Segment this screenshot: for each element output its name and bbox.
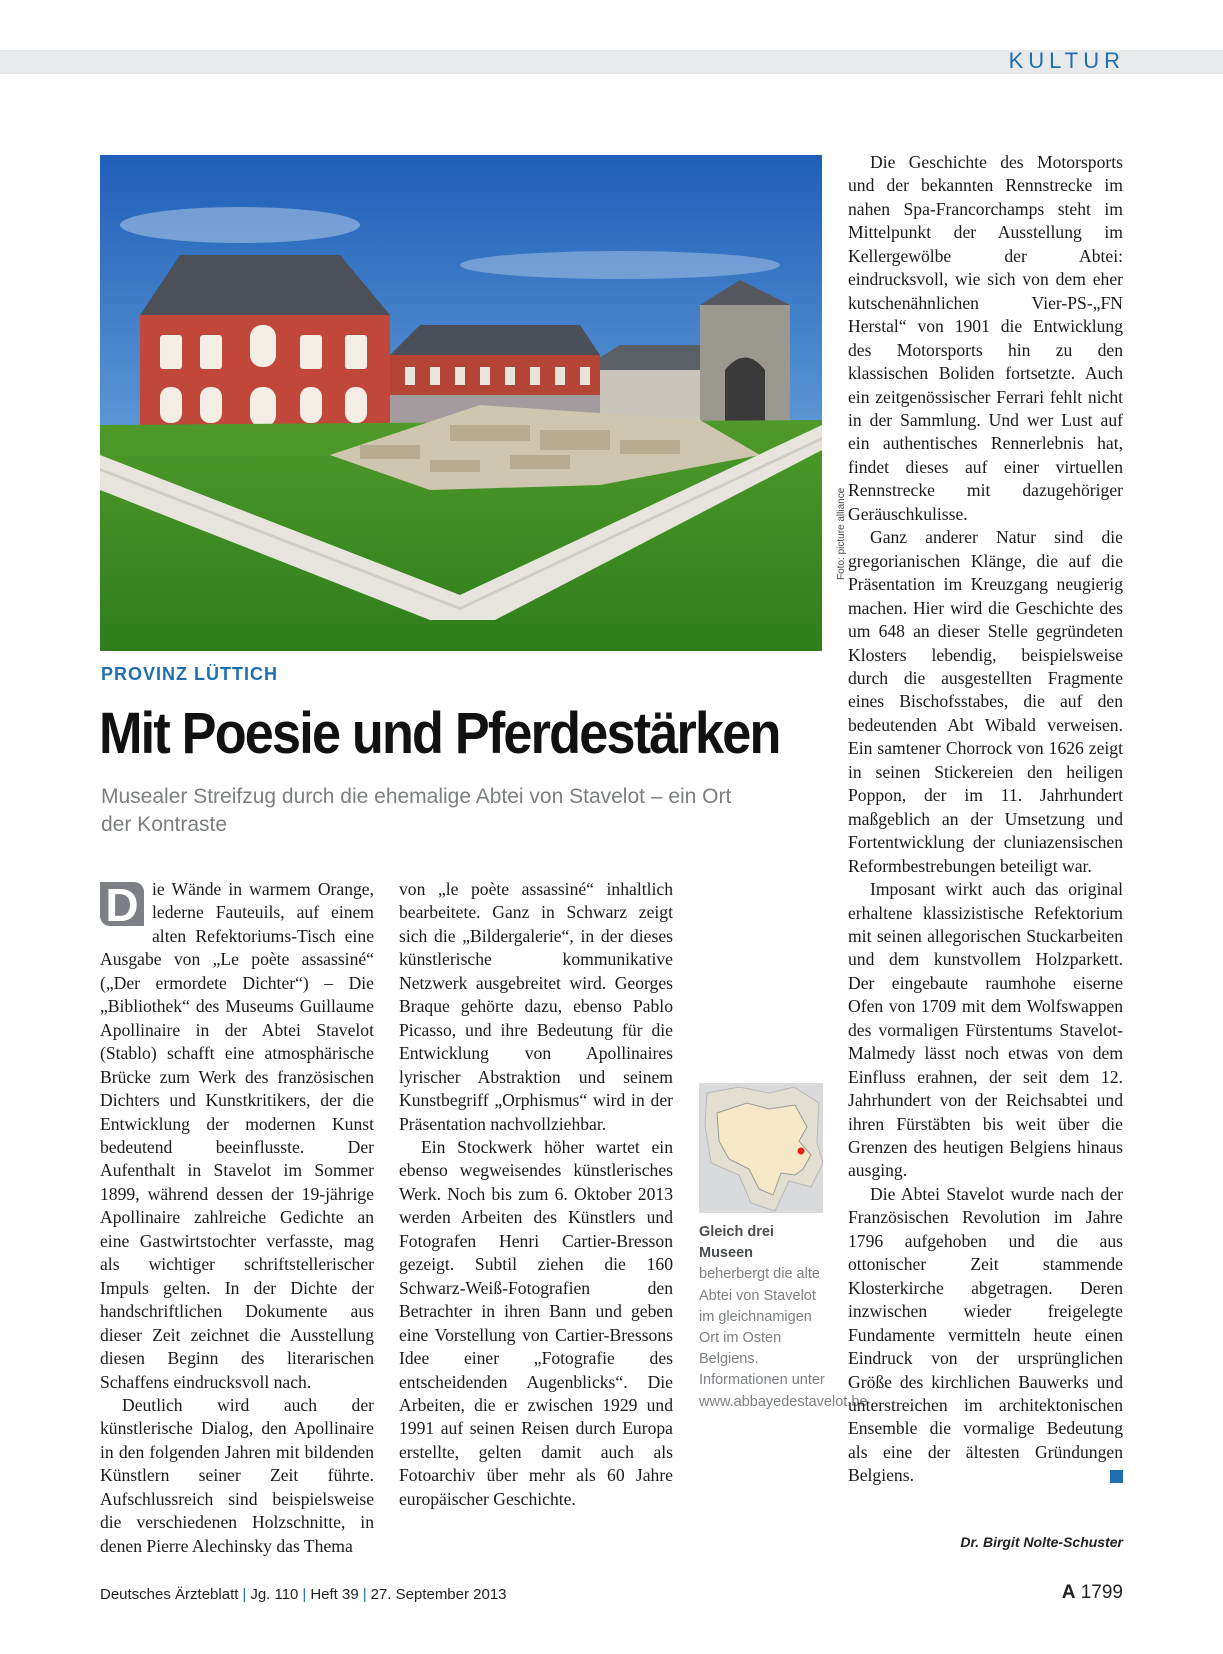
text-column-1 [100, 878, 374, 1558]
issue-date: 27. September 2013 [370, 1586, 507, 1603]
paragraph: Ganz anderer Natur sind die gregorianischen Klänge, die auf die Präsentation im Kreuzgang neugierig machen. Hier wird die Geschichte des um 648 an dieser Stelle gegründeten Klosters lebendig, beispielsweise durch die ausgestellten Fragmente eines Bischofsstabes, die auf den bedeutenden Abt Wibald verweisen. Ein samtener Chorrock von 1626 zeigt in seinen Stickereien den heiligen Poppon, der im 11. Jahrhundert maßgeblich an der Umsetzung und Fortentwicklung der cluniazensischen Reformbestrebungen beteiligt war. [848, 527, 1123, 876]
article-subhead: Musealer Streifzug durch die ehemalige Abtei von Stavelot – ein Ort der Kontraste [101, 785, 732, 836]
drop-cap: D [100, 882, 144, 926]
page-number: A 1799 [1061, 1582, 1123, 1603]
paragraph: Die Abtei Stavelot wurde nach der Französischen Revolution im Jahre 1796 aufgehoben und die aus ottonischer Zeit stammende Klosterkirche abgetragen. Deren inzwischen wieder freigelegte Fundamente vermitteln heute einen Eindruck von der ursprünglichen Größe des kirchlichen Bauwerks und unterstreichen im architektonischen Ensemble die vormalige Bedeutung als eine der ältesten Gründungen Belgiens. [848, 1183, 1123, 1486]
section-label: KULTUR [1008, 48, 1125, 73]
photo-credit: Foto: picture alliance [836, 487, 847, 580]
text-column-4 [848, 151, 1123, 1488]
article-kicker: PROVINZ LÜTTICH [101, 664, 278, 684]
article-headline: Mit Poesie und Pferdestärken [99, 701, 780, 766]
paragraph: Ein Stockwerk höher wartet ein ebenso wegweisendes künstlerisches Werk. Noch bis zum 6. Oktober 2013 werden Arbeiten des Künstlers und Fotografen Henri Cartier-Bresson gezeigt. Subtil ziehen die 160 Schwarz-Weiß-Fotografien den Betrachter in ihren Bann und geben eine Vorstellung von Cartier-Bressons Idee einer „Fotografie des entscheidenden Augenblicks“. Die Arbeiten, die er zwischen 1929 und 1991 auf seinen Reisen durch Europa erstellte, gelten damit auch als Fotoarchiv über mehr als 60 Jahre europäischer Geschichte. [399, 1136, 673, 1509]
author-byline: Dr. Birgit Nolte-Schuster [960, 1534, 1123, 1550]
abbey-photo [100, 155, 822, 651]
paragraph: Die Geschichte des Motorsports und der bekannten Rennstrecke im nahen Spa-Francorchamps steht im Mittelpunkt der Ausstellung im Kellergewölbe der Abtei: eindrucksvoll, wie sich von dem eher kutschenähnlichen Vier-PS-„FN Herstal“ von 1901 die Entwicklung des Motorsports hin zu den klassischen Boliden fortsetzte. Auch ein zeitgenössischer Ferrari fehlt nicht in der Sammlung. Und wer Lust auf ein authentisches Rennerlebnis hat, findet dieses auf einer virtuellen Rennstrecke mit dazugehöriger Geräuschkulisse. [848, 152, 1123, 524]
journal-name: Deutsches Ärzteblatt [100, 1586, 239, 1603]
paragraph: von „le poète assassiné“ inhaltlich bearbeitete. Ganz in Schwarz zeigt sich die „Bildergalerie“, in der dieses künstlerische kommunikative Netzwerk ausgebreitet wird. Georges Braque gehörte dazu, ebenso Pablo Picasso, und ihre Bedeutung für die Entwicklung von Apollinaires lyrischer Abstraktion und seinem Kunstbegriff „Orphismus“ wird in der Präsentation nachvollziehbar. [399, 879, 673, 1134]
paragraph: Deutlich wird auch der künstlerische Dialog, den Apollinaire in den folgenden Jahren mit bildenden Künstlern seiner Zeit führte. Aufschlussreich sind beispielsweise die verschiedenen Holzschnitte, in denen Pierre Alechinsky das Thema [100, 1394, 374, 1556]
belgium-map [699, 1083, 823, 1213]
end-mark-icon [1110, 1470, 1123, 1483]
paragraph: D ie Wände in warmem Orange, lederne Fauteuils, auf einem alten Refektoriums-Tisch eine Ausgabe von „Le poète assassiné“ („Der ermordete Dichter“) – Die „Bibliothek“ des Museums Guillaume Apollinaire in der Abtei Stavelot (Stablo) schafft eine atmosphärische Brücke zum Werk des französischen Dichters und Kunstkritikers, der die Entwicklung der modernen Kunst bedeutend beeinflusste. Der Aufenthalt in Stavelot im Sommer 1899, während dessen der 19-jährige Apollinaire zahlreiche Gedichte an eine Gastwirtstochter verfasste, mag als wichtiger schriftstellerischer Impuls gelten. In der Dichte der handschriftlichen Dokumente aus dieser Zeit zeichnet die Ausstellung diesen Beginn des literarischen Schaffens eindrucksvoll nach. [100, 879, 374, 1392]
journal-issue: Heft 39 [310, 1586, 359, 1603]
page-footer: Deutsches Ärzteblatt | Jg. 110 | Heft 39 | 27. September 2013 [100, 1586, 507, 1603]
paragraph: Imposant wirkt auch das original erhaltene klassizistische Refektorium mit seinen allegorischen Stuckarbeiten und dem kunstvollem Holzparkett. Der eingebaute raumhohe eiserne Ofen von 1709 mit dem Wolfswappen des vormaligen Fürstentums Stavelot-Malmedy lässt noch etwas von dem Einfluss erahnen, der seit dem 12. Jahrhundert von der Reichsabtei und ihren Fürstäbten bis weit über die Grenzen des heutigen Belgiens hinaus ausging. [848, 879, 1123, 1181]
journal-volume: Jg. 110 [250, 1586, 299, 1603]
text-column-2 [399, 878, 673, 1511]
map-caption: Gleich drei Museen beherbergt die alte Abtei von Stavelot im gleichnamigen Ort im Osten Belgiens. Informationen unter www.abbayedestavelot.be [699, 1224, 868, 1410]
